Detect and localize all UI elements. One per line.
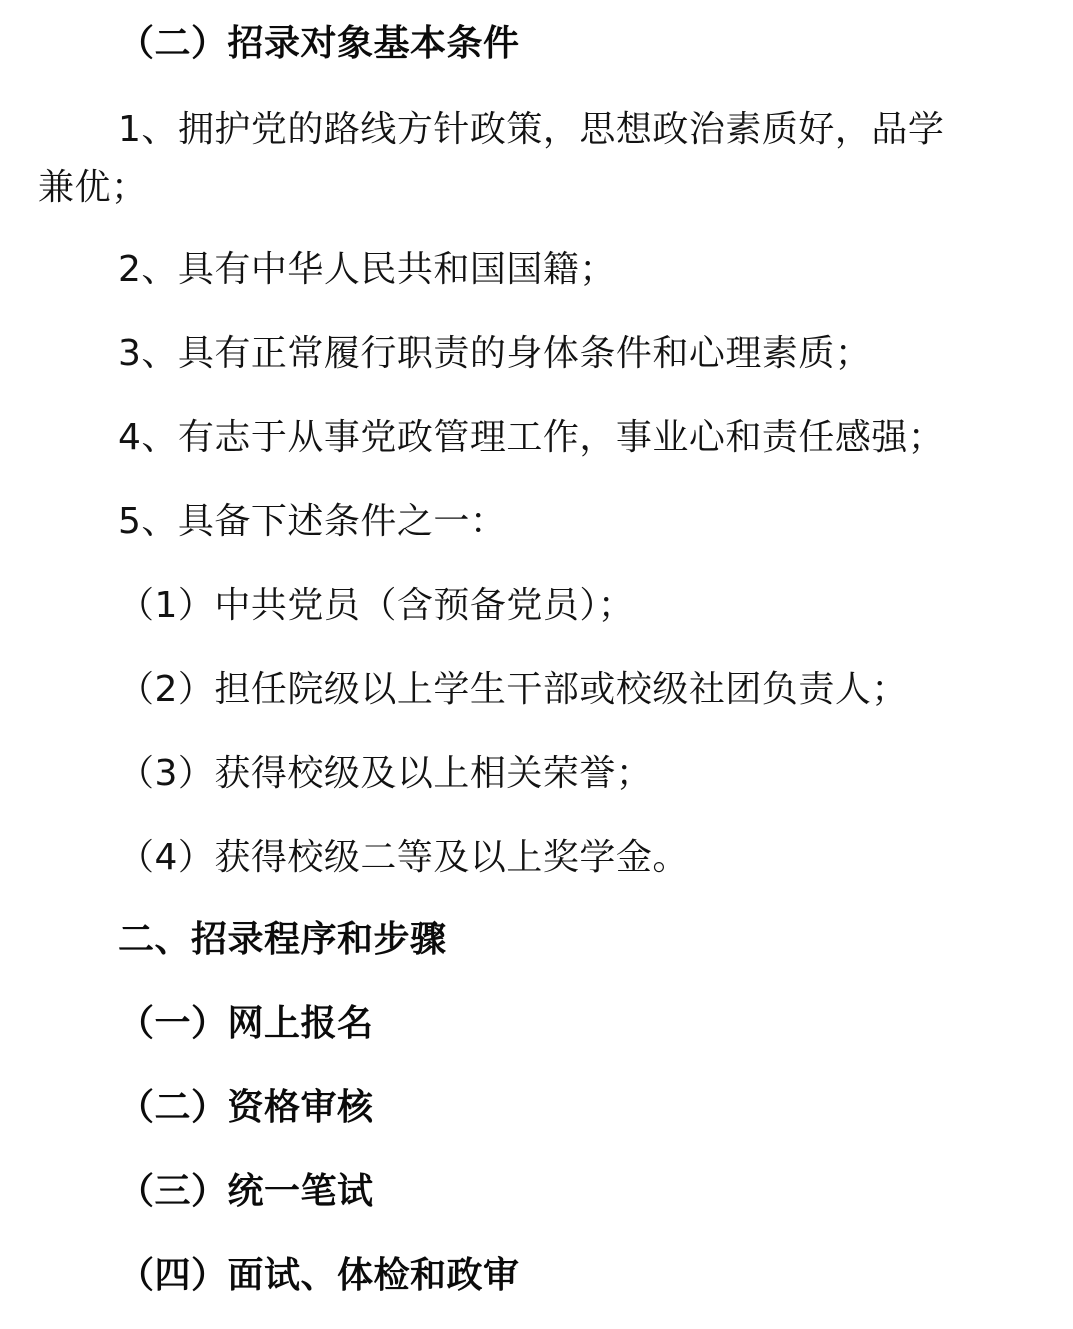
condition-1-line-1: 1、拥护党的路线方针政策，思想政治素质好，品学 bbox=[118, 109, 945, 150]
condition-3: 3、具有正常履行职责的身体条件和心理素质； bbox=[118, 333, 872, 374]
step-1: （一）网上报名 bbox=[118, 1003, 374, 1044]
condition-5: 5、具备下述条件之一： bbox=[118, 501, 507, 542]
sub-condition-2: （2）担任院级以上学生干部或校级社团负责人； bbox=[118, 669, 908, 710]
condition-2: 2、具有中华人民共和国国籍； bbox=[118, 249, 616, 290]
subsection-heading-eligibility: （二）招录对象基本条件 bbox=[118, 23, 520, 64]
section-heading-procedure: 二、招录程序和步骤 bbox=[118, 919, 447, 960]
sub-condition-4: （4）获得校级二等及以上奖学金。 bbox=[118, 837, 689, 878]
condition-1-line-2: 兼优； bbox=[38, 167, 148, 208]
step-3: （三）统一笔试 bbox=[118, 1171, 374, 1212]
condition-4: 4、有志于从事党政管理工作，事业心和责任感强； bbox=[118, 417, 945, 458]
sub-condition-3: （3）获得校级及以上相关荣誉； bbox=[118, 753, 653, 794]
step-4: （四）面试、体检和政审 bbox=[118, 1255, 520, 1296]
step-2: （二）资格审核 bbox=[118, 1087, 374, 1128]
sub-condition-1: （1）中共党员（含预备党员）； bbox=[118, 585, 635, 626]
